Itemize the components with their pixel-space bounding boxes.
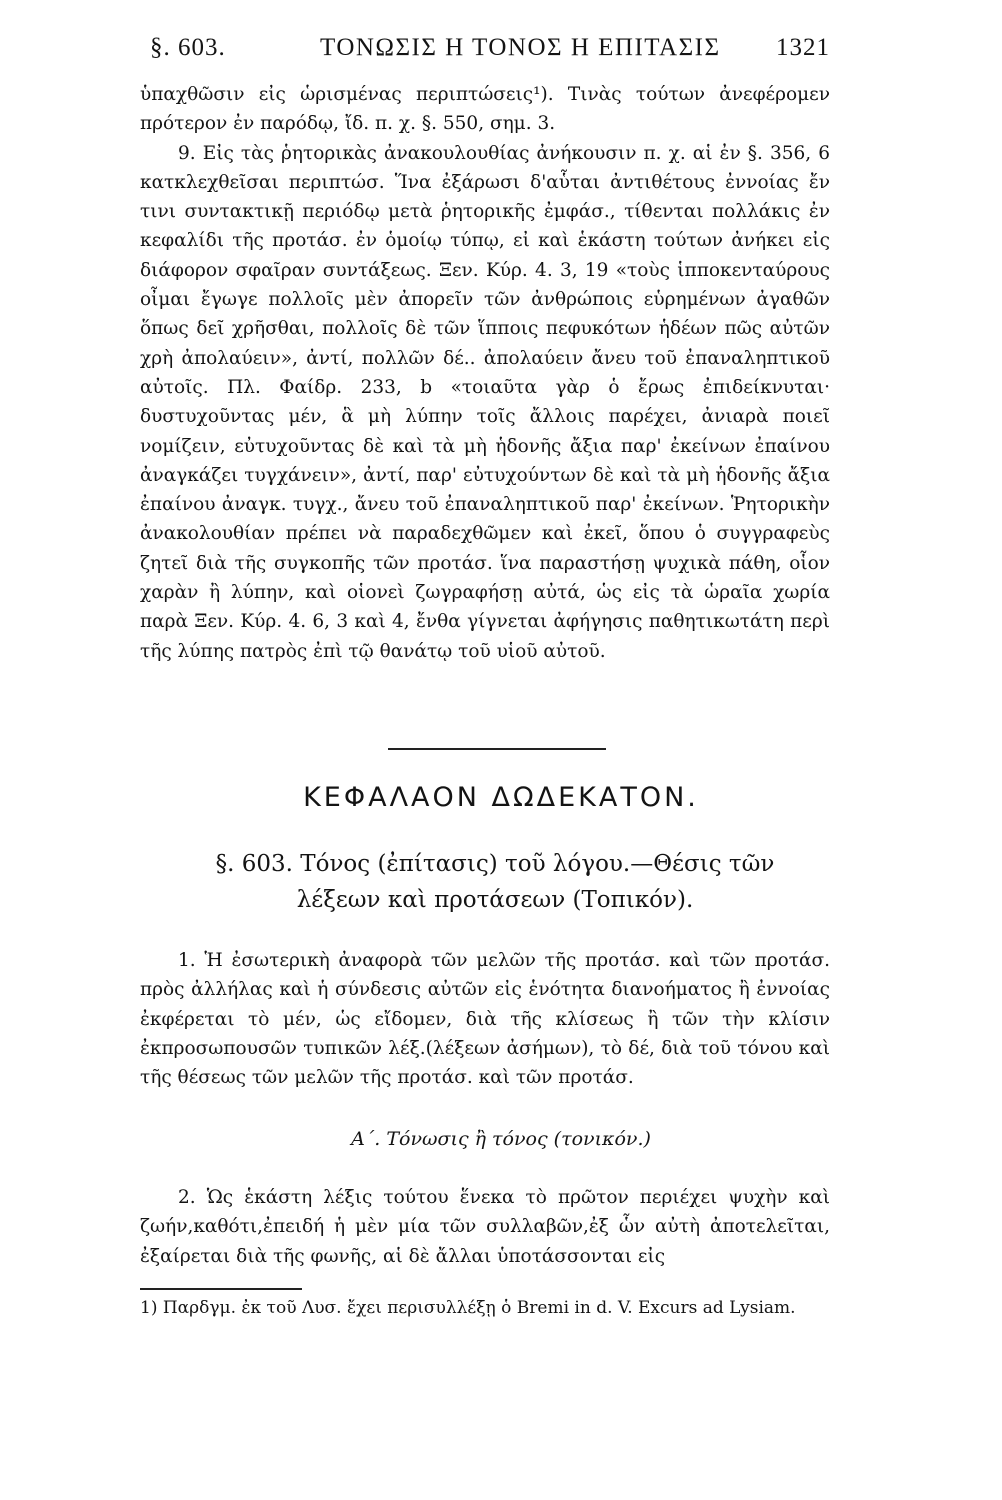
footnote xyxy=(140,1296,830,1321)
section-title-line-1: §. 603. Τόνος (ἐπίτασις) τοῦ λόγου.—Θέσις τῶν xyxy=(215,851,775,877)
paragraph-2-block xyxy=(140,1183,830,1271)
paragraph-9: 9. Εἰς τὰς ῥητορικὰς ἀνακουλουθίας ἀνήκουσιν π. χ. αἱ ἐν §. 356, 6 κατκλεχθεῖσαι περιπτώσ. Ἵνα ἐξάρωσι δ'αὗται ἀντιθέτους ἐννοίας ἔν τινι συντακτικῇ περιόδῳ μετὰ ῥητορικῆς ἐμφάσ., τίθενται πολλάκις ἐν κεφαλίδι τῆς προτάσ. ἐν ὁμοίῳ τύπῳ, εἰ καὶ ἑκάστη τούτων ἀνήκει εἰς διάφορον σφαῖραν συντάξεως. Ξεν. Κύρ. 4. 3, 19 «τοὺς ἱπποκενταύρους οἶμαι ἔγωγε πολλοῖς μὲν ἀπορεῖν τῶν ἀνθρώποις εὑρημένων ἀγαθῶν ὅπως δεῖ χρῆσθαι, πολλοῖς δὲ τῶν ἵπποις πεφυκότων ἡδέων πῶς αὐτῶν χρὴ ἀπολαύειν», ἀντί, πολλῶν δέ.. ἀπολαύειν ἄνευ τοῦ ἐπαναληπτικοῦ αὐτοῖς. Πλ. Φαίδρ. 233, b «τοιαῦτα γὰρ ὁ ἔρως ἐπιδείκνυται· δυστυχοῦντας μέν, ἃ μὴ λύπην τοῖς ἄλλοις παρέχει, ἀνιαρὰ ποιεῖ νομίζειν, εὐτυχοῦντας δὲ καὶ τὰ μὴ ἡδονῆς ἄξια παρ' ἐκείνων ἐπαίνου ἀναγκάζει τυγχάνειν», ἀντί, παρ' εὐτυχούντων δὲ καὶ τὰ μὴ ἡδονῆς ἄξια ἐπαίνου ἀναγκ. τυγχ., ἄνευ τοῦ ἐπαναληπτικοῦ παρ' ἐκείνων. Ῥητορικὴν ἀνακολουθίαν πρέπει νὰ παραδεχθῶμεν καὶ ἐκεῖ, ὅπου ὁ συγγραφεὺς ζητεῖ διὰ τῆς συγκοπῆς τῶν προτάσ. ἵνα παραστήσῃ ψυχικὰ πάθη, οἷον χαρὰν ἢ λύπην, καὶ οἱονεὶ ζωγραφήσῃ αὐτά, ὡς εἰς τὰ ὡραῖα χωρία παρὰ Ξεν. Κύρ. 4. 6, 3 καὶ 4, ἔνθα γίγνεται ἀφήγησις παθητικωτάτη περὶ τῆς λύπης πατρὸς ἐπὶ τῷ θανάτῳ τοῦ υἱοῦ αὐτοῦ. xyxy=(140,142,830,662)
continued-text-block xyxy=(140,80,830,666)
paragraph-2: 2. Ὡς ἑκάστη λέξις τούτου ἕνεκα τὸ πρῶτον περιέχει ψυχὴν καὶ ζωήν,καθότι,ἐπειδή ἡ μὲν μία τῶν συλλαβῶν,ἐξ ὧν αὐτὴ ἀποτελεῖται, ἐξαίρεται διὰ τῆς φωνῆς, αἱ δὲ ἄλλαι ὑποτάσσονται εἰς xyxy=(140,1187,830,1267)
page-number: 1321 xyxy=(776,34,830,61)
footnote-text: Παρδγμ. ἐκ τοῦ Λυσ. ἔχει περισυλλέξῃ ὁ Bremi in d. V. Excurs ad Lysiam. xyxy=(162,1298,796,1318)
chapter-divider xyxy=(388,748,606,750)
section-title xyxy=(150,846,840,918)
header-running-title: ΤΟΝΩΣΙΣ Η ΤΟΝΟΣ Η ΕΠΙΤΑΣΙΣ xyxy=(320,34,721,61)
paragraph-1-block xyxy=(140,946,830,1092)
section-title-line-2: λέξεων καὶ προτάσεων (Τοπικόν). xyxy=(296,887,694,913)
running-header xyxy=(150,34,830,74)
footnote-marker: 1) xyxy=(140,1298,158,1318)
header-section-number: §. 603. xyxy=(150,34,226,61)
paragraph-continuation: ὑπαχθῶσιν εἰς ὡρισμένας περιπτώσεις¹). Τινὰς τούτων ἀνεφέρομεν πρότερον ἐν παρόδῳ, ἴδ. π. χ. §. 550, σημ. 3. xyxy=(140,84,830,135)
paragraph-1: 1. Ἡ ἐσωτερικὴ ἀναφορὰ τῶν μελῶν τῆς προτάσ. καὶ τῶν προτάσ. πρὸς ἀλλήλας καὶ ἡ σύνδεσις αὐτῶν εἰς ἑνότητα διανοήματος ἢ ἐννοίας ἐκφέρεται τὸ μέν, ὡς εἴδομεν, διὰ τῆς κλίσεως ἢ τῶν τὴν κλίσιν ἐκπροσωπουσῶν τυπικῶν λέξ.(λέξεων ἀσήμων), τὸ δέ, διὰ τοῦ τόνου καὶ τῆς θέσεως τῶν μελῶν τῆς προτάσ. καὶ τῶν προτάσ. xyxy=(140,950,830,1089)
subsection-heading: Α΄. Τόνωσις ἢ τόνος (τονικόν.) xyxy=(351,1128,651,1150)
footnote-divider xyxy=(140,1288,302,1290)
chapter-title: ΚΕΦΑΛΑΟΝ ΔΩΔΕΚΑΤΟΝ. xyxy=(303,782,699,813)
